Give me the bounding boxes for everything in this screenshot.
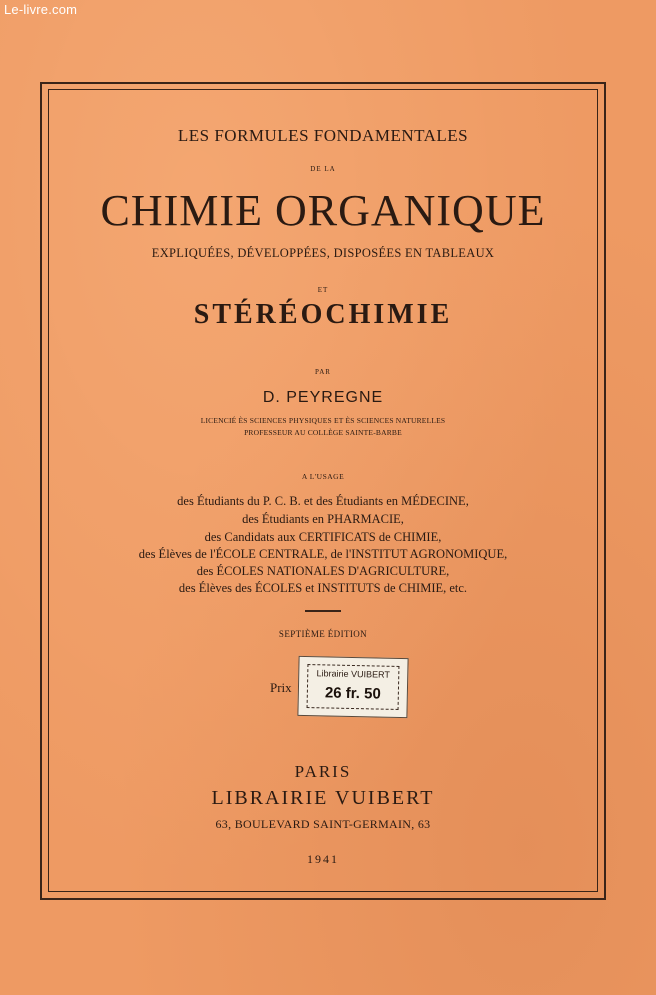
author-credential: PROFESSEUR AU COLLÈGE SAINTE-BARBE	[244, 428, 402, 437]
price-caption: Prix	[270, 680, 292, 695]
price-sticker-shop: Librairie VUIBERT	[316, 668, 391, 680]
connector-et: ET	[317, 286, 329, 294]
audience-line: des Étudiants du P. C. B. et des Étudiants en MÉDECINE,	[177, 494, 469, 508]
audience-line: des ÉCOLES NATIONALES D'AGRICULTURE,	[196, 564, 450, 578]
author-name: D. PEYREGNE	[262, 389, 384, 406]
author-credential: LICENCIÉ ÈS SCIENCES PHYSIQUES ET ÈS SCIENCES NATURELLES	[200, 416, 446, 425]
publisher-name: LIBRAIRIE VUIBERT	[211, 787, 435, 809]
audience-line: des Élèves des ÉCOLES et INSTITUTS de CHIMIE, etc.	[178, 581, 468, 595]
subtitle: EXPLIQUÉES, DÉVELOPPÉES, DISPOSÉES EN TABLEAUX	[151, 246, 495, 260]
edition: SEPTIÈME ÉDITION	[278, 629, 368, 639]
publication-year: 1941	[307, 852, 339, 866]
price-sticker-price: 26 fr. 50	[324, 684, 381, 703]
divider-rule	[305, 610, 341, 612]
price-sticker	[297, 656, 408, 718]
audience-line: des Élèves de l'ÉCOLE CENTRALE, de l'INSTITUT AGRONOMIQUE,	[138, 547, 508, 561]
audience-line: des Candidats aux CERTIFICATS de CHIMIE,	[204, 530, 442, 544]
usage-heading: A L'USAGE	[301, 472, 345, 481]
title-main: CHIMIE ORGANIQUE	[100, 186, 546, 235]
connector-par: PAR	[315, 368, 331, 376]
audience-line: des Étudiants en PHARMACIE,	[242, 512, 404, 526]
title-pre: LES FORMULES FONDAMENTALES	[177, 126, 469, 145]
publisher-address: 63, BOULEVARD SAINT-GERMAIN, 63	[215, 817, 431, 831]
connector-de-la: DE LA	[310, 165, 336, 173]
publisher-city: PARIS	[294, 762, 352, 781]
watermark: Le-livre.com	[4, 2, 78, 17]
title-second: STÉRÉOCHIMIE	[193, 299, 453, 330]
price-sticker-border	[307, 664, 400, 710]
